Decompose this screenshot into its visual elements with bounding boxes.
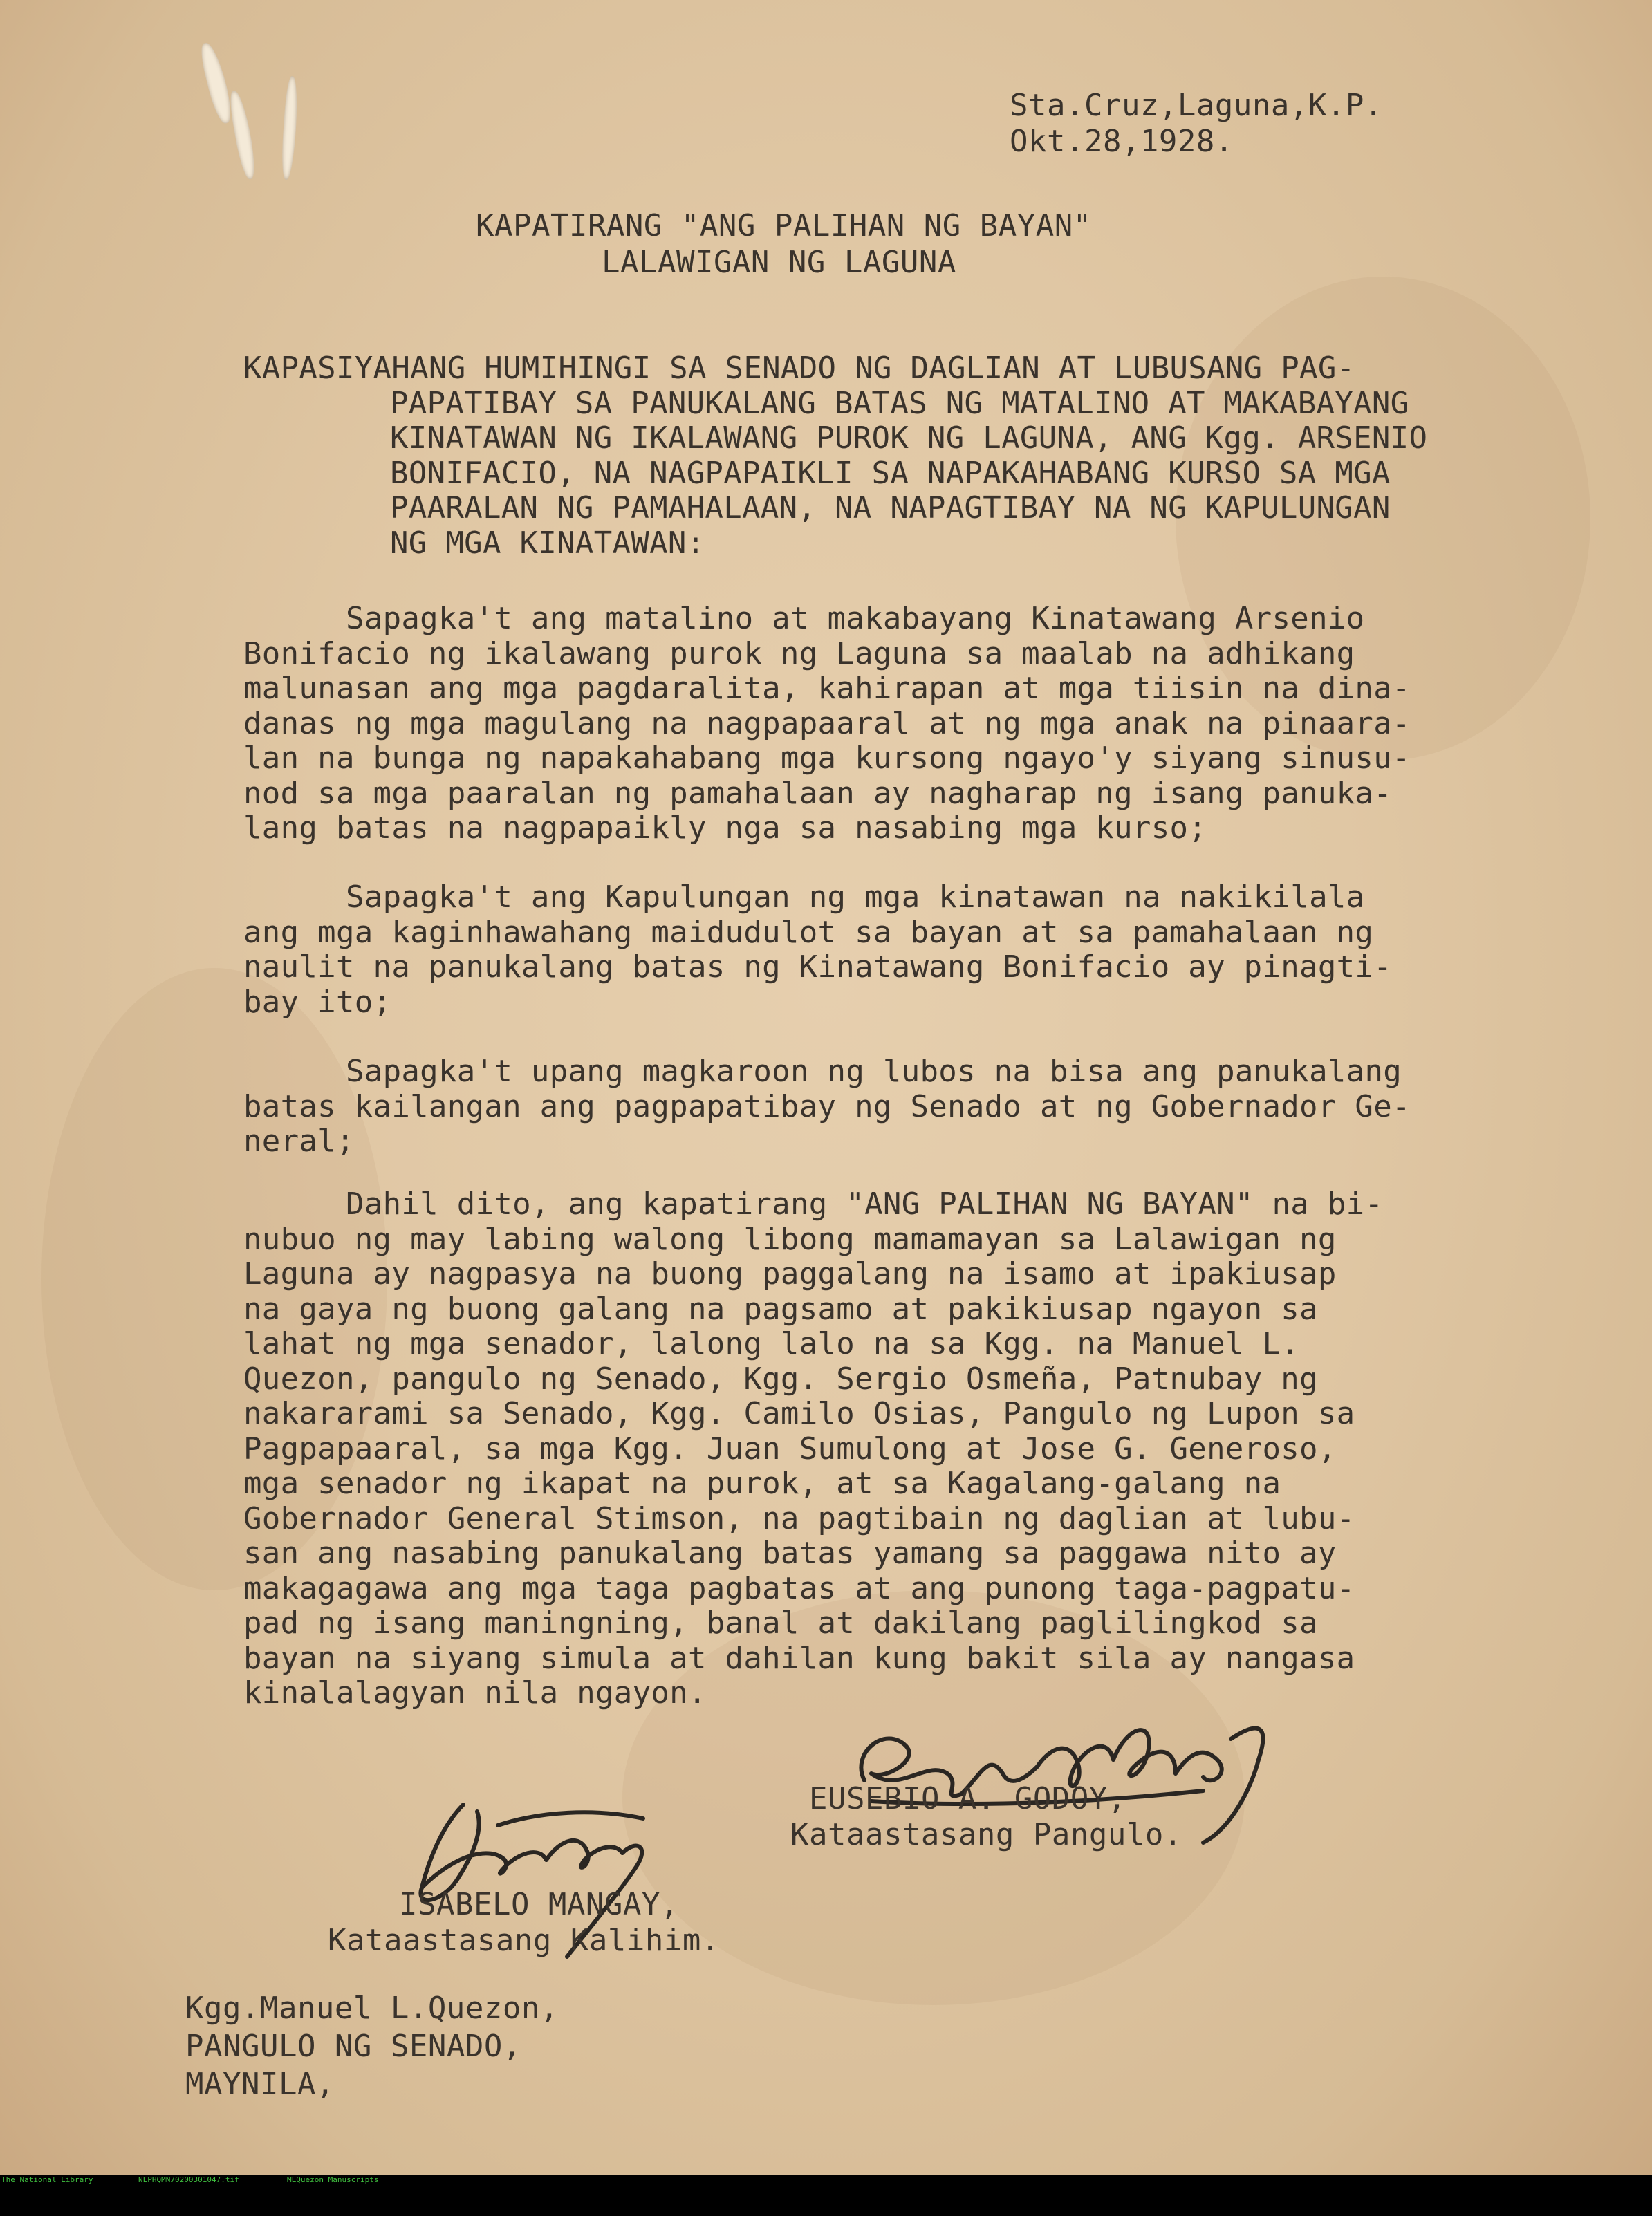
footer-library: The National Library xyxy=(1,2175,93,2184)
paragraph-line: Quezon, pangulo ng Senado, Kgg. Sergio Osmeña, Patnubay ng xyxy=(243,1361,1318,1397)
resolution-title-line: BONIFACIO, NA NAGPAPAIKLI SA NAPAKAHABANG KURSO SA MGA xyxy=(390,455,1391,491)
paragraph-line: mga senador ng ikapat na purok, at sa Kagalang-galang na xyxy=(243,1466,1281,1501)
paragraph-line: Dahil dito, ang kapatirang "ANG PALIHAN NG BAYAN" na bi- xyxy=(346,1186,1384,1222)
punch-hole-mark xyxy=(280,76,299,180)
resolved-paragraph xyxy=(243,1187,1557,1711)
paragraph-line: Sapagka't upang magkaroon ng lubos na bisa ang panukalang xyxy=(346,1054,1402,1089)
paragraph-line: lan na bunga ng napakahabang mga kursong ngayo'y siyang sinusu- xyxy=(243,741,1411,776)
addressee-name: Kgg.Manuel L.Quezon, xyxy=(185,1991,559,2026)
paragraph-line: kinalalagyan nila ngayon. xyxy=(243,1675,707,1711)
whereas-paragraph-2 xyxy=(243,880,1557,1020)
paragraph-line: pad ng isang maningning, banal at dakilang paglilingkod sa xyxy=(243,1605,1318,1641)
resolution-title xyxy=(243,351,1557,561)
addressee-position: PANGULO NG SENADO, xyxy=(185,2029,521,2064)
paragraph-line: nubuo ng may labing walong libong mamamayan sa Lalawigan ng xyxy=(243,1221,1337,1257)
paragraph-line: Laguna ay nagpasya na buong paggalang na isamo at ipakiusap xyxy=(243,1256,1337,1292)
paragraph-line: malunasan ang mga pagdaralita, kahirapan at mga tiisin na dina- xyxy=(243,671,1411,706)
footer-collection: MLQuezon Manuscripts xyxy=(287,2175,379,2184)
organization-name: KAPATIRANG "ANG PALIHAN NG BAYAN" xyxy=(476,208,1092,243)
whereas-paragraph-1 xyxy=(243,602,1557,846)
secretary-name: ISABELO MANGAY, xyxy=(399,1887,679,1922)
paragraph-line: danas ng mga magulang na nagpapaaral at ng mga anak na pinaara- xyxy=(243,705,1411,741)
paragraph-line: na gaya ng buong galang na pagsamo at pakikiusap ngayon sa xyxy=(243,1291,1318,1327)
paragraph-line: nod sa mga paaralan ng pamahalaan ay nagharap ng isang panuka- xyxy=(243,775,1392,811)
resolution-title-line: PAARALAN NG PAMAHALAAN, NA NAPAGTIBAY NA NG KAPULUNGAN xyxy=(390,490,1391,525)
resolution-title-line: KINATAWAN NG IKALAWANG PUROK NG LAGUNA, ANG Kgg. ARSENIO xyxy=(390,420,1428,456)
paragraph-line: nakararami sa Senado, Kgg. Camilo Osias, Pangulo ng Lupon sa xyxy=(243,1396,1355,1431)
paragraph-line: naulit na panukalang batas ng Kinatawang Bonifacio ay pinagti- xyxy=(243,949,1392,985)
document-place: Sta.Cruz,Laguna,K.P. xyxy=(1010,88,1383,123)
paragraph-line: san ang nasabing panukalang batas yamang sa paggawa nito ay xyxy=(243,1536,1337,1571)
paragraph-line: bayan na siyang simula at dahilan kung bakit sila ay nangasa xyxy=(243,1640,1355,1676)
paragraph-line: makagagawa ang mga taga pagbatas at ang punong taga-pagpatu- xyxy=(243,1570,1355,1606)
scan-footer xyxy=(0,2175,1652,2185)
paragraph-line: Sapagka't ang matalino at makabayang Kinatawang Arsenio xyxy=(346,601,1365,636)
document-date: Okt.28,1928. xyxy=(1010,124,1234,159)
addressee-city: MAYNILA, xyxy=(185,2067,335,2102)
resolution-title-line: NG MGA KINATAWAN: xyxy=(390,525,705,561)
paragraph-line: lang batas na nagpapaikly nga sa nasabing mga kurso; xyxy=(243,810,1207,846)
paragraph-line: ang mga kaginhawahang maidudulot sa bayan at sa pamahalaan ng xyxy=(243,914,1374,950)
punch-hole-mark xyxy=(198,41,235,126)
resolution-title-line: PAPATIBAY SA PANUKALANG BATAS NG MATALINO AT MAKABAYANG xyxy=(390,385,1409,421)
paragraph-line: Gobernador General Stimson, na pagtibain ng daglian at lubu- xyxy=(243,1500,1355,1536)
paragraph-line: lahat ng mga senador, lalong lalo na sa Kgg. na Manuel L. xyxy=(243,1326,1300,1361)
paragraph-line: bay ito; xyxy=(243,984,392,1020)
paragraph-line: neral; xyxy=(243,1124,355,1159)
punch-hole-mark xyxy=(228,89,258,180)
whereas-paragraph-3 xyxy=(243,1054,1557,1160)
paragraph-line: batas kailangan ang pagpapatibay ng Senado at ng Gobernador Ge- xyxy=(243,1088,1411,1124)
paragraph-line: Sapagka't ang Kapulungan ng mga kinatawan na nakikilala xyxy=(346,879,1365,915)
footer-file: NLPHQMN70200301047.tif xyxy=(138,2175,239,2184)
president-title: Kataastasang Pangulo. xyxy=(790,1817,1182,1852)
organization-province: LALAWIGAN NG LAGUNA xyxy=(602,245,956,280)
paragraph-line: Bonifacio ng ikalawang purok ng Laguna sa maalab na adhikang xyxy=(243,635,1355,671)
president-name: EUSEBIO A. GODOY, xyxy=(809,1781,1126,1816)
paragraph-line: Pagpapaaral, sa mga Kgg. Juan Sumulong at Jose G. Generoso, xyxy=(243,1431,1337,1467)
secretary-title: Kataastasang Kalihim. xyxy=(328,1923,720,1958)
resolution-title-line: KAPASIYAHANG HUMIHINGI SA SENADO NG DAGLIAN AT LUBUSANG PAG- xyxy=(243,351,1355,386)
